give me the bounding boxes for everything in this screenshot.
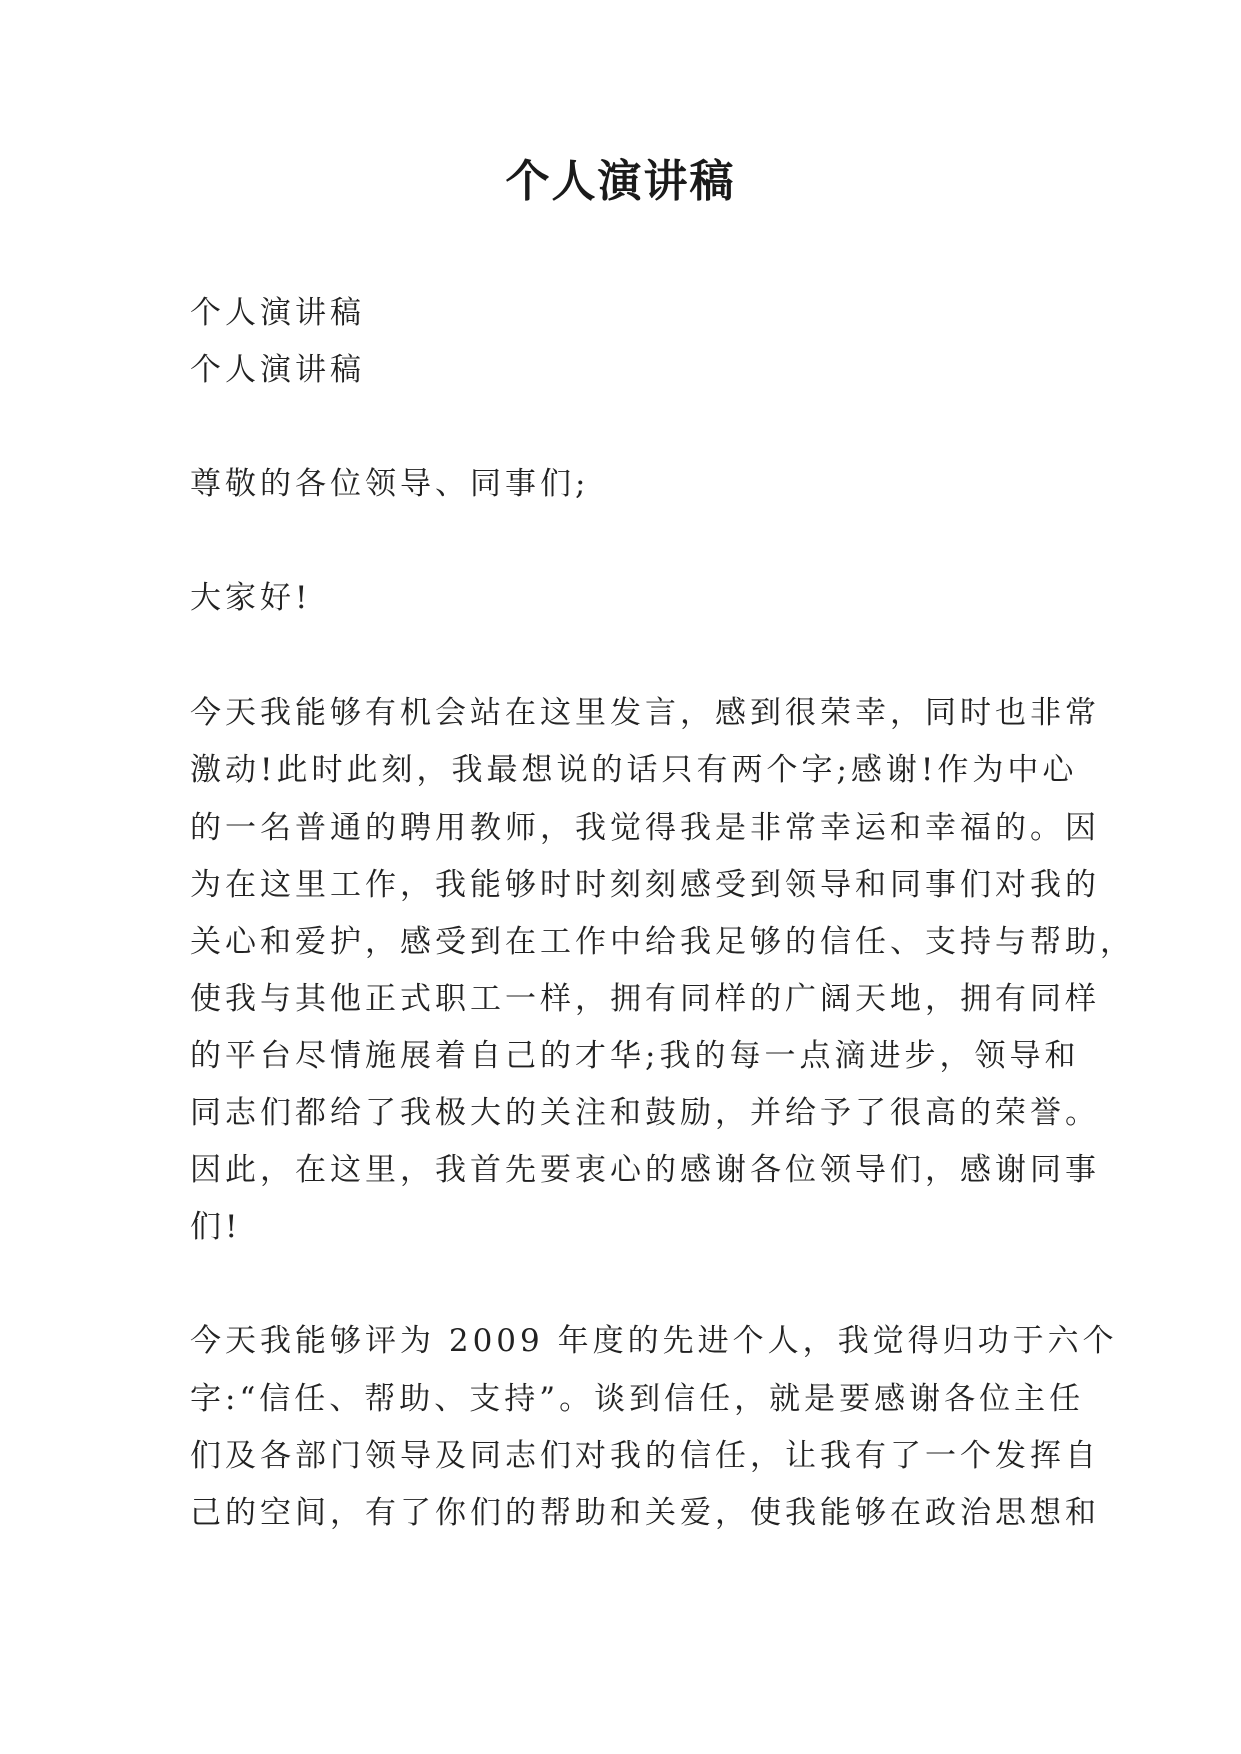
subtitle-line: 个人演讲稿	[190, 352, 365, 388]
paragraph-line: 们!	[190, 1209, 242, 1245]
paragraph-line: 关心和爱护，感受到在工作中给我足够的信任、支持与帮助，	[190, 924, 1135, 960]
paragraph-line: 们及各部门领导及同志们对我的信任，让我有了一个发挥自	[190, 1438, 1100, 1474]
salutation: 尊敬的各位领导、同事们;	[190, 466, 590, 502]
subtitle-line: 个人演讲稿	[190, 295, 365, 331]
paragraph-line: 使我与其他正式职工一样，拥有同样的广阔天地，拥有同样	[190, 981, 1100, 1017]
paragraph-line: 因此，在这里，我首先要衷心的感谢各位领导们，感谢同事	[190, 1152, 1100, 1188]
paragraph-line: 同志们都给了我极大的关注和鼓励，并给予了很高的荣誉。	[190, 1095, 1100, 1131]
paragraph-line: 今天我能够有机会站在这里发言，感到很荣幸，同时也非常	[190, 695, 1100, 731]
paragraph-line: 为在这里工作，我能够时时刻刻感受到领导和同事们对我的	[190, 867, 1100, 903]
greeting: 大家好!	[190, 580, 312, 616]
document-title: 个人演讲稿	[505, 156, 736, 207]
paragraph-line: 字:“信任、帮助、支持”。谈到信任，就是要感谢各位主任	[190, 1381, 1085, 1417]
paragraph-line: 的一名普通的聘用教师，我觉得我是非常幸运和幸福的。因	[190, 810, 1100, 846]
paragraph-line: 激动!此时此刻，我最想说的话只有两个字;感谢!作为中心	[190, 752, 1078, 788]
paragraph-line: 的平台尽情施展着自己的才华;我的每一点滴进步，领导和	[190, 1038, 1080, 1074]
paragraph-line: 今天我能够评为 2009 年度的先进个人，我觉得归功于六个	[190, 1323, 1118, 1359]
paragraph-line: 己的空间，有了你们的帮助和关爱，使我能够在政治思想和	[190, 1495, 1100, 1531]
